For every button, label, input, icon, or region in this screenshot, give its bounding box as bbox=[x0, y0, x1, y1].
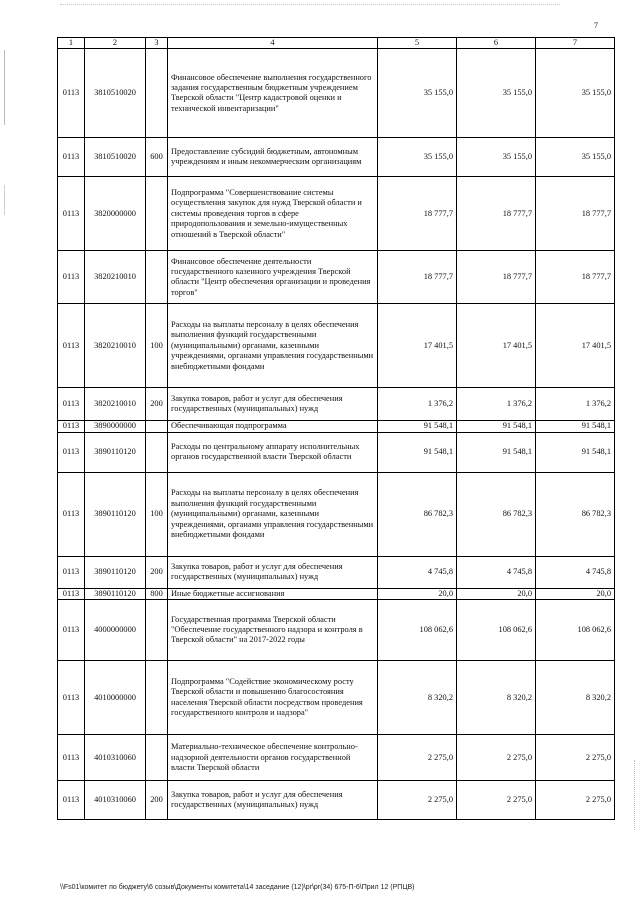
amount-year2-cell: 8 320,2 bbox=[457, 661, 536, 735]
amount-year3-cell: 91 548,1 bbox=[536, 432, 615, 472]
table-row bbox=[58, 138, 615, 177]
section-code-cell: 0113 bbox=[58, 588, 85, 599]
section-code-cell: 0113 bbox=[58, 388, 85, 421]
section-code-cell: 0113 bbox=[58, 251, 85, 304]
expense-type-cell: 200 bbox=[146, 556, 168, 588]
target-article-cell: 4010000000 bbox=[85, 661, 146, 735]
description-cell: Расходы на выплаты персоналу в целях обеспечения выполнения функций государственными (муниципальными) органами, казенными учреждениями, органами управления государственными внебюджетными фондами bbox=[168, 304, 378, 388]
amount-year3-cell: 18 777,7 bbox=[536, 177, 615, 251]
amount-year1-cell: 8 320,2 bbox=[378, 661, 457, 735]
expense-type-cell: 600 bbox=[146, 138, 168, 177]
amount-year1-cell: 35 155,0 bbox=[378, 49, 457, 138]
target-article-cell: 3890110120 bbox=[85, 472, 146, 556]
amount-year2-cell: 91 548,1 bbox=[457, 432, 536, 472]
description-cell: Закупка товаров, работ и услуг для обеспечения государственных (муниципальных) нужд bbox=[168, 556, 378, 588]
description-cell: Государственная программа Тверской области "Обеспечение государственного надзора и контроля в Тверской области" на 2017-2022 годы bbox=[168, 600, 378, 661]
section-code-cell: 0113 bbox=[58, 304, 85, 388]
description-cell: Финансовое обеспечение выполнения государственного задания государственным бюджетным учреждением Тверской области "Центр кадастровой оценки и технической инвентаризации" bbox=[168, 49, 378, 138]
budget-table bbox=[57, 37, 615, 820]
target-article-cell: 3820000000 bbox=[85, 177, 146, 251]
expense-type-cell: 100 bbox=[146, 472, 168, 556]
table-row bbox=[58, 600, 615, 661]
scan-artifact-line bbox=[60, 4, 560, 7]
scan-artifact-mark bbox=[4, 50, 5, 125]
amount-year1-cell: 20,0 bbox=[378, 588, 457, 599]
section-code-cell: 0113 bbox=[58, 432, 85, 472]
description-cell: Закупка товаров, работ и услуг для обеспечения государственных (муниципальных) нужд bbox=[168, 388, 378, 421]
table-row bbox=[58, 556, 615, 588]
expense-type-cell bbox=[146, 49, 168, 138]
amount-year2-cell: 35 155,0 bbox=[457, 138, 536, 177]
target-article-cell: 3810510020 bbox=[85, 49, 146, 138]
table-row bbox=[58, 49, 615, 138]
amount-year1-cell: 1 376,2 bbox=[378, 388, 457, 421]
scan-artifact-mark bbox=[4, 185, 5, 215]
expense-type-cell: 800 bbox=[146, 588, 168, 599]
amount-year3-cell: 20,0 bbox=[536, 588, 615, 599]
column-header: 1 bbox=[58, 38, 85, 49]
amount-year3-cell: 91 548,1 bbox=[536, 421, 615, 432]
description-cell: Иные бюджетные ассигнования bbox=[168, 588, 378, 599]
amount-year2-cell: 86 782,3 bbox=[457, 472, 536, 556]
expense-type-cell bbox=[146, 735, 168, 781]
expense-type-cell bbox=[146, 600, 168, 661]
description-cell: Предоставление субсидий бюджетным, автономным учреждениям и иным некоммерческим организациям bbox=[168, 138, 378, 177]
header-row bbox=[58, 38, 615, 49]
amount-year2-cell: 108 062,6 bbox=[457, 600, 536, 661]
amount-year1-cell: 18 777,7 bbox=[378, 251, 457, 304]
amount-year3-cell: 2 275,0 bbox=[536, 735, 615, 781]
column-header: 7 bbox=[536, 38, 615, 49]
amount-year2-cell: 17 401,5 bbox=[457, 304, 536, 388]
table-row bbox=[58, 388, 615, 421]
amount-year2-cell: 18 777,7 bbox=[457, 251, 536, 304]
amount-year3-cell: 35 155,0 bbox=[536, 49, 615, 138]
target-article-cell: 3820210010 bbox=[85, 388, 146, 421]
amount-year2-cell: 1 376,2 bbox=[457, 388, 536, 421]
amount-year3-cell: 18 777,7 bbox=[536, 251, 615, 304]
amount-year1-cell: 4 745,8 bbox=[378, 556, 457, 588]
description-cell: Финансовое обеспечение деятельности государственного казенного учреждения Тверской области "Центр обеспечения организации и проведения торгов" bbox=[168, 251, 378, 304]
amount-year2-cell: 20,0 bbox=[457, 588, 536, 599]
amount-year3-cell: 2 275,0 bbox=[536, 781, 615, 820]
table-row bbox=[58, 177, 615, 251]
scan-artifact-mark bbox=[634, 760, 636, 830]
amount-year2-cell: 4 745,8 bbox=[457, 556, 536, 588]
table-row bbox=[58, 472, 615, 556]
amount-year1-cell: 91 548,1 bbox=[378, 432, 457, 472]
target-article-cell: 4010310060 bbox=[85, 781, 146, 820]
table-row bbox=[58, 421, 615, 432]
section-code-cell: 0113 bbox=[58, 472, 85, 556]
description-cell: Расходы на выплаты персоналу в целях обеспечения выполнения функций государственными (муниципальными) органами, казенными учреждениями, органами управления государственными внебюджетными фондами bbox=[168, 472, 378, 556]
section-code-cell: 0113 bbox=[58, 49, 85, 138]
target-article-cell: 3890000000 bbox=[85, 421, 146, 432]
section-code-cell: 0113 bbox=[58, 661, 85, 735]
amount-year2-cell: 2 275,0 bbox=[457, 735, 536, 781]
target-article-cell: 4000000000 bbox=[85, 600, 146, 661]
section-code-cell: 0113 bbox=[58, 735, 85, 781]
amount-year1-cell: 91 548,1 bbox=[378, 421, 457, 432]
expense-type-cell bbox=[146, 177, 168, 251]
expense-type-cell bbox=[146, 432, 168, 472]
column-header: 3 bbox=[146, 38, 168, 49]
amount-year2-cell: 18 777,7 bbox=[457, 177, 536, 251]
amount-year3-cell: 1 376,2 bbox=[536, 388, 615, 421]
column-header: 6 bbox=[457, 38, 536, 49]
table-row bbox=[58, 251, 615, 304]
table-row bbox=[58, 588, 615, 599]
amount-year1-cell: 86 782,3 bbox=[378, 472, 457, 556]
amount-year3-cell: 86 782,3 bbox=[536, 472, 615, 556]
target-article-cell: 3890110120 bbox=[85, 556, 146, 588]
amount-year2-cell: 35 155,0 bbox=[457, 49, 536, 138]
amount-year1-cell: 2 275,0 bbox=[378, 781, 457, 820]
amount-year2-cell: 2 275,0 bbox=[457, 781, 536, 820]
section-code-cell: 0113 bbox=[58, 556, 85, 588]
page-number: 7 bbox=[594, 21, 598, 30]
expense-type-cell: 100 bbox=[146, 304, 168, 388]
target-article-cell: 3890110120 bbox=[85, 588, 146, 599]
expense-type-cell bbox=[146, 661, 168, 735]
column-header: 4 bbox=[168, 38, 378, 49]
description-cell: Закупка товаров, работ и услуг для обеспечения государственных (муниципальных) нужд bbox=[168, 781, 378, 820]
column-header: 5 bbox=[378, 38, 457, 49]
target-article-cell: 3890110120 bbox=[85, 432, 146, 472]
amount-year1-cell: 35 155,0 bbox=[378, 138, 457, 177]
section-code-cell: 0113 bbox=[58, 177, 85, 251]
expense-type-cell bbox=[146, 421, 168, 432]
expense-type-cell: 200 bbox=[146, 388, 168, 421]
target-article-cell: 3820210010 bbox=[85, 251, 146, 304]
table-row bbox=[58, 304, 615, 388]
amount-year3-cell: 8 320,2 bbox=[536, 661, 615, 735]
amount-year3-cell: 4 745,8 bbox=[536, 556, 615, 588]
amount-year3-cell: 17 401,5 bbox=[536, 304, 615, 388]
section-code-cell: 0113 bbox=[58, 138, 85, 177]
section-code-cell: 0113 bbox=[58, 421, 85, 432]
table-row bbox=[58, 661, 615, 735]
expense-type-cell: 200 bbox=[146, 781, 168, 820]
expense-type-cell bbox=[146, 251, 168, 304]
amount-year2-cell: 91 548,1 bbox=[457, 421, 536, 432]
target-article-cell: 3820210010 bbox=[85, 304, 146, 388]
amount-year3-cell: 35 155,0 bbox=[536, 138, 615, 177]
description-cell: Расходы по центральному аппарату исполнительных органов государственной власти Тверской области bbox=[168, 432, 378, 472]
table-row bbox=[58, 781, 615, 820]
description-cell: Обеспечивающая подпрограмма bbox=[168, 421, 378, 432]
section-code-cell: 0113 bbox=[58, 600, 85, 661]
amount-year3-cell: 108 062,6 bbox=[536, 600, 615, 661]
target-article-cell: 4010310060 bbox=[85, 735, 146, 781]
file-path-footer: \\Fs01\комитет по бюджету\6 созыв\Документы комитета\14 заседание (12)\pr\pr(34) 675-П-6\Прил 12 (РПЦВ) bbox=[60, 884, 415, 891]
column-header: 2 bbox=[85, 38, 146, 49]
section-code-cell: 0113 bbox=[58, 781, 85, 820]
amount-year1-cell: 18 777,7 bbox=[378, 177, 457, 251]
description-cell: Материально-техническое обеспечение контрольно-надзорной деятельности органов государственной власти Тверской области bbox=[168, 735, 378, 781]
amount-year1-cell: 17 401,5 bbox=[378, 304, 457, 388]
table-row bbox=[58, 735, 615, 781]
amount-year1-cell: 108 062,6 bbox=[378, 600, 457, 661]
amount-year1-cell: 2 275,0 bbox=[378, 735, 457, 781]
table-row bbox=[58, 432, 615, 472]
description-cell: Подпрограмма "Содействие экономическому росту Тверской области и повышению благосостояния населения Тверской области посредством проведения государственного контроля и надзора" bbox=[168, 661, 378, 735]
target-article-cell: 3810510020 bbox=[85, 138, 146, 177]
description-cell: Подпрограмма "Совершенствование системы осуществления закупок для нужд Тверской области и системы проведения торгов в сфере природопользования и земельно-имущественных отношений в Тверской области" bbox=[168, 177, 378, 251]
